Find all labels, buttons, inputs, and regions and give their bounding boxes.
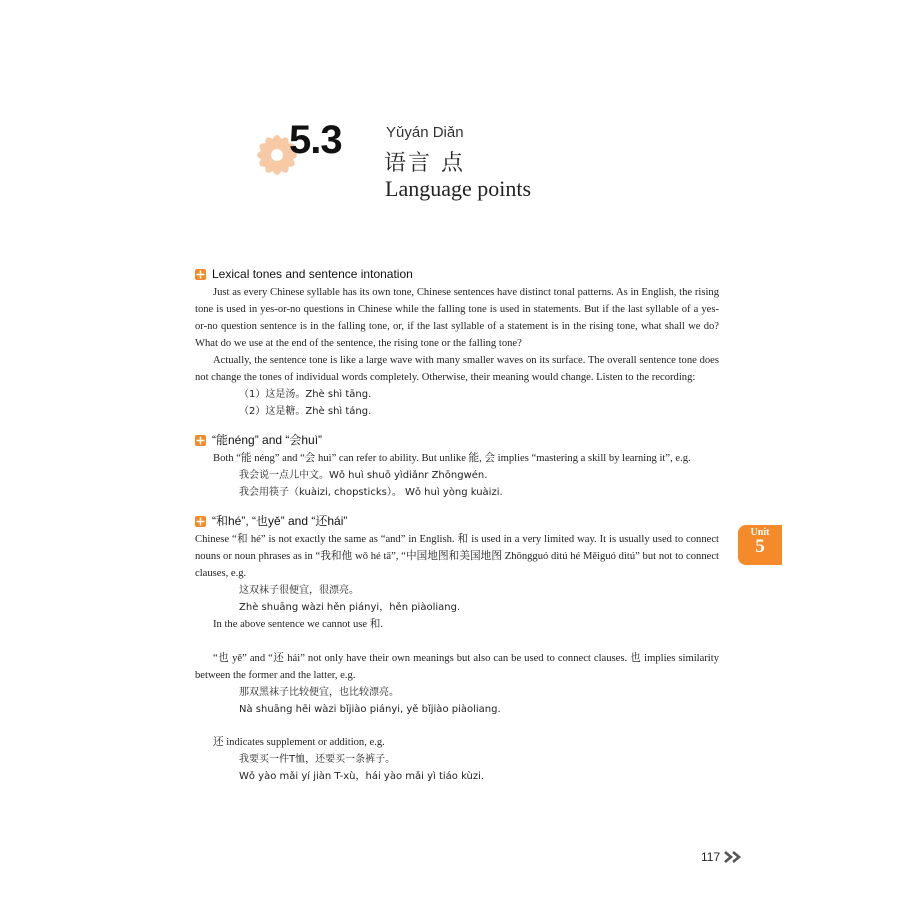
unit-tab bbox=[738, 525, 782, 565]
bullet-icon bbox=[195, 435, 206, 446]
unit-number: 5 bbox=[755, 536, 765, 557]
bullet-icon bbox=[195, 516, 206, 527]
paragraph: “也 yě” and “还 hái” not only have their own meanings but also can be used to connect clauses. 也 implies similarity between the former and the latter, e.g. bbox=[195, 653, 719, 681]
paragraph: Just as every Chinese syllable has its own tone, Chinese sentences have distinct tonal patterns. As in English, the rising tone is used in yes-or-no questions in Chinese while the falling tone is used in statements. But if the last syllable of a yes-or-no question sentence is in the falling tone, or, if the last syllable of a statement is in the rising tone, what shall we do? What do we use at the end of the sentence, the rising tone or the falling tone? bbox=[195, 287, 719, 349]
example-line: Nà shuāng hēi wàzi bǐjiào piányi, yě bǐjiào piàoliang. bbox=[239, 704, 501, 715]
section-heading-tones bbox=[195, 266, 719, 283]
paragraph: 还 indicates supplement or addition, e.g. bbox=[213, 737, 385, 748]
paragraph: Both “能 néng” and “会 huì” can refer to ability. But unlike 能, 会 implies “mastering a skill by learning it”, e.g. bbox=[213, 453, 691, 464]
section-heading-neng-hui bbox=[195, 432, 719, 449]
section-number: 5.3 bbox=[289, 118, 342, 162]
paragraph: Chinese “和 hé” is not exactly the same as “and” in English. 和 is used in a very limited way. It is usually used to connect nouns or noun phrases as in “我和他 wǒ hé tā”, “中国地图和美国地图 Zhōngguó dìtú hé Měiguó dìtú” but not to connect clauses, e.g. bbox=[195, 534, 719, 579]
paragraph: Actually, the sentence tone is like a large wave with many smaller waves on its surface. The overall sentence tone does not change the tones of individual words completely. Otherwise, their meaning would change. Listen to the recording: bbox=[195, 355, 719, 383]
section-title: “能néng” and “会huì” bbox=[212, 433, 323, 447]
example-line: Zhè shuāng wàzi hěn piányi，hěn piàoliang. bbox=[239, 602, 461, 613]
example-line: 我会说一点儿中文。Wǒ huì shuō yìdiǎnr Zhōngwén. bbox=[239, 470, 488, 481]
title-chinese: 语言 点 bbox=[384, 151, 465, 176]
example-line: 我要买一件T恤，还要买一条裤子。 bbox=[239, 754, 396, 765]
example-line: 这双袜子很便宜，很漂亮。 bbox=[239, 585, 359, 596]
example-line: （1）这是汤。Zhè shì tāng. bbox=[239, 389, 372, 400]
example-line: Wǒ yào mǎi yí jiàn T-xù，hái yào mǎi yì tiáo kùzi. bbox=[239, 771, 485, 782]
section-heading-he-ye-hai bbox=[195, 513, 719, 530]
page-content bbox=[195, 266, 719, 785]
example-line: 那双黑袜子比较便宜，也比较漂亮。 bbox=[239, 687, 399, 698]
example-line: 我会用筷子（kuàizi, chopsticks）。 Wǒ huì yòng kuàizi. bbox=[239, 487, 503, 498]
page-number: 117 bbox=[701, 850, 721, 864]
section-title: Lexical tones and sentence intonation bbox=[212, 267, 413, 281]
unit-label: Unit bbox=[750, 527, 770, 538]
double-chevron-right-icon bbox=[723, 850, 743, 864]
example-line: （2）这是糖。Zhè shì táng. bbox=[239, 406, 372, 417]
section-title: “和hé”, “也yě” and “还hái” bbox=[212, 514, 348, 528]
paragraph: In the above sentence we cannot use 和. bbox=[213, 619, 384, 630]
title-pinyin: Yǔyán Diǎn bbox=[386, 124, 464, 141]
title-english: Language points bbox=[385, 176, 532, 201]
bullet-icon bbox=[195, 269, 206, 280]
